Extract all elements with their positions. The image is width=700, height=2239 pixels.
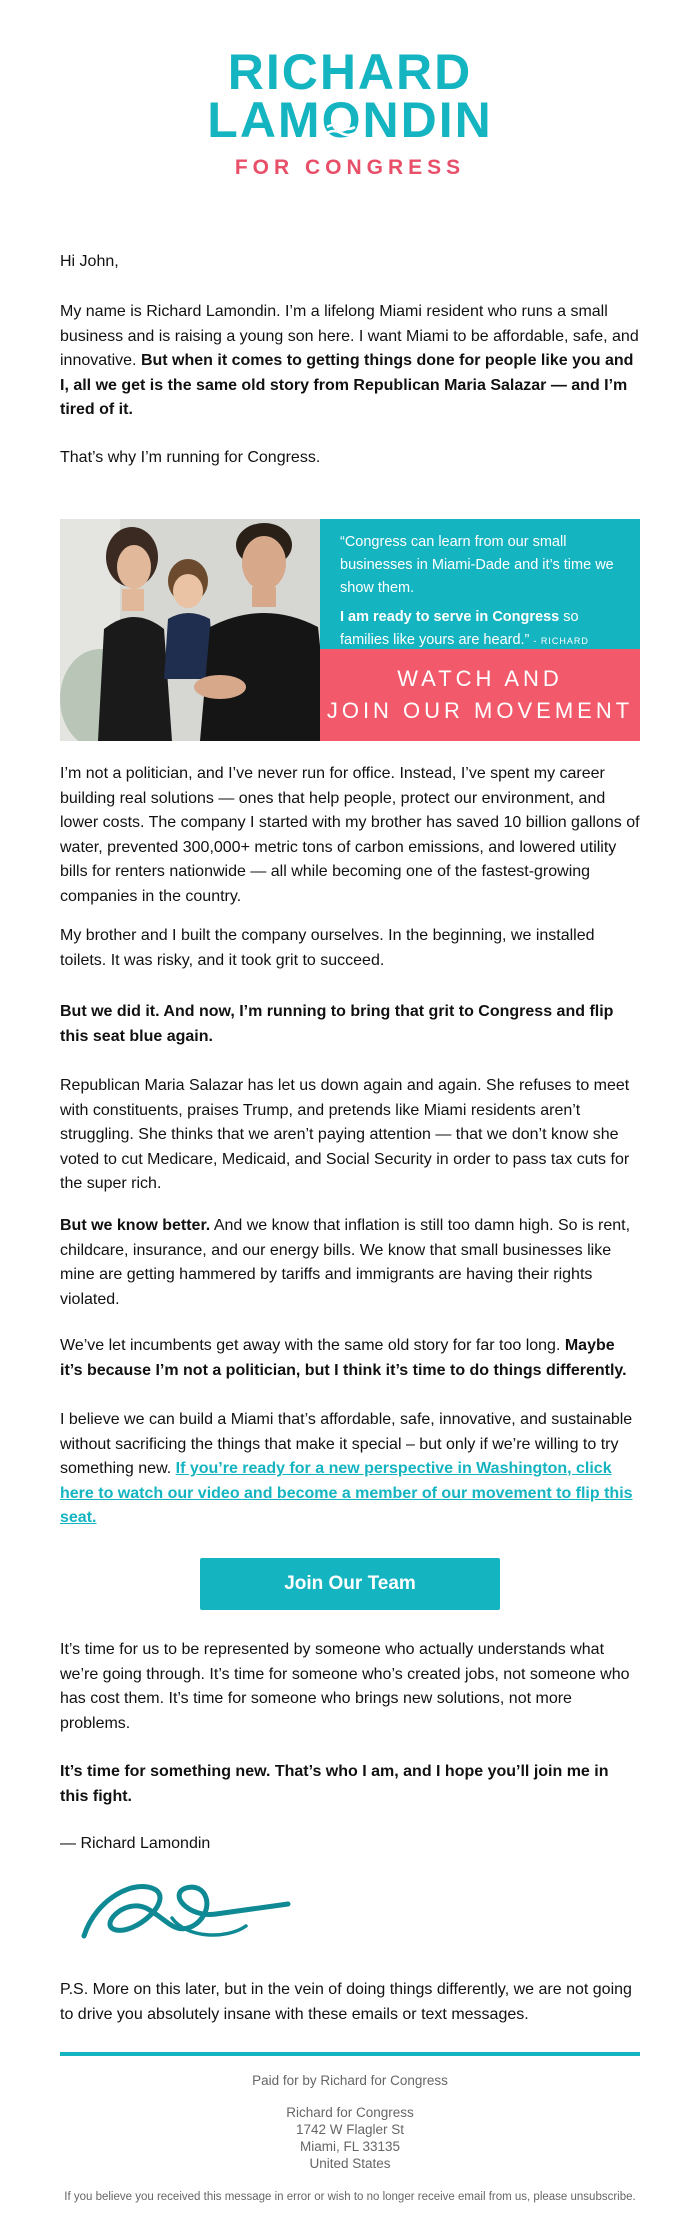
greeting: Hi John,	[60, 253, 119, 270]
logo-line-2-o: O	[321, 92, 363, 148]
logo-line-1: RICHARD	[227, 44, 473, 100]
wave-icon	[326, 123, 356, 137]
watch-line-1: WATCH AND	[397, 666, 563, 691]
unsubscribe-notice[interactable]: If you believe you received this message in error or wish to no longer receive email from us, please unsubscribe.	[64, 2191, 636, 2203]
quote-box	[320, 519, 640, 649]
paragraph-know-better-bold: But we know better.	[60, 1217, 211, 1234]
logo-line-2-b: NDIN	[362, 92, 493, 148]
paragraph-incumbents-bold: Maybe it’s because I’m not a politician, but I think it’s time to do things differently.	[60, 1337, 627, 1379]
address-line-2: 1742 W Flagler St	[295, 2122, 405, 2137]
address-line-4: United States	[309, 2156, 391, 2171]
paragraph-grit: But we did it. And now, I’m running to bring that grit to Congress and flip this seat blue again.	[60, 1003, 614, 1045]
paid-for-notice: Paid for by Richard for Congress	[252, 2073, 448, 2088]
paragraph-believe	[60, 1408, 640, 1531]
signoff: — Richard Lamondin	[60, 1835, 211, 1852]
family-illustration	[60, 519, 350, 741]
paragraph-salazar: Republican Maria Salazar has let us down again and again. She refuses to meet with constituents, praises Trump, and pretends like Miami residents aren’t struggling. She thinks that we aren’t paying attention — that we don’t know she voted to cut Medicare, Medicaid, and Social Security in order to pass tax cuts for the super rich.	[60, 1077, 630, 1192]
logo-wave-o	[321, 92, 363, 148]
quote-rest: so families like yours are heard.”	[340, 609, 579, 648]
paragraph-know-better	[60, 1214, 640, 1312]
paragraph-incumbents-text: We’ve let incumbents get away with the same old story for far too long.	[60, 1337, 565, 1354]
logo-line-2-a: LAM	[207, 92, 322, 148]
paragraph-intro	[60, 300, 640, 423]
video-link[interactable]: If you’re ready for a new perspective in Washington, click here to watch our video and become a member of our movement to flip this seat.	[60, 1460, 633, 1526]
quote-signature: - RICHARD	[533, 636, 589, 646]
paragraph-believe-text: I believe we can build a Miami that’s affordable, safe, innovative, and sustainable without sacrificing the things that make it special – but only if we’re willing to try something new.	[60, 1411, 633, 1477]
footer-divider	[60, 2052, 640, 2056]
paragraph-running: That’s why I’m running for Congress.	[60, 449, 321, 466]
family-photo	[60, 519, 350, 741]
signature-image	[76, 1868, 306, 1950]
video-banner[interactable]	[60, 497, 640, 741]
paragraph-career: I’m not a politician, and I’ve never run for office. Instead, I’ve spent my career building real solutions — ones that help people, protect our environment, and lower costs. The company I started with my brother has saved 10 billion gallons of water, prevented 300,000+ metric tons of carbon emissions, and lowered utility bills for renters nationwide — all while becoming one of the fastest-growing companies in the country.	[60, 765, 640, 905]
paragraph-know-better-text: And we know that inflation is still too damn high. So is rent, childcare, insurance, and our energy bills. We know that small businesses like mine are getting hammered by tariffs and immigrants are having their rights violated.	[60, 1217, 631, 1308]
paragraph-something-new: It’s time for something new. That’s who I am, and I hope you’ll join me in this fight.	[60, 1763, 609, 1805]
watch-cta[interactable]	[320, 649, 640, 741]
paragraph-intro-text: My name is Richard Lamondin. I’m a lifelong Miami resident who runs a small business and is raising a young son here. I want Miami to be affordable, safe, and innovative.	[60, 303, 639, 369]
quote-bold: I am ready to serve in Congress	[340, 609, 560, 625]
quote-line-2	[340, 606, 620, 653]
paragraph-represented: It’s time for us to be represented by someone who actually understands what we’re going through. It’s time for someone who’s created jobs, not someone who has cost them. It’s time for someone who brings new solutions, not more problems.	[60, 1641, 630, 1732]
quote-line-1: “Congress can learn from our small businesses in Miami-Dade and it’s time we show them.	[340, 534, 614, 596]
postscript: P.S. More on this later, but in the vein of doing things differently, we are not going to drive you absolutely insane with these emails or text messages.	[60, 1981, 632, 2023]
paragraph-intro-bold: But when it comes to getting things done for people like you and I, all we get is the same old story from Republican Maria Salazar — and I’m tired of it.	[60, 352, 634, 418]
join-our-team-button[interactable]: Join Our Team	[200, 1558, 500, 1610]
watch-line-2: JOIN OUR MOVEMENT	[326, 698, 634, 723]
paragraph-brother: My brother and I built the company ourselves. In the beginning, we installed toilets. It was risky, and it took grit to succeed.	[60, 927, 595, 969]
logo-subtitle: FOR CONGRESS	[234, 156, 466, 179]
address-line-1: Richard for Congress	[286, 2105, 414, 2120]
address-line-3: Miami, FL 33135	[299, 2139, 401, 2154]
paragraph-incumbents	[60, 1334, 640, 1383]
logo-line-2	[0, 92, 700, 148]
mailing-address	[60, 2104, 640, 2172]
campaign-logo	[0, 44, 700, 188]
